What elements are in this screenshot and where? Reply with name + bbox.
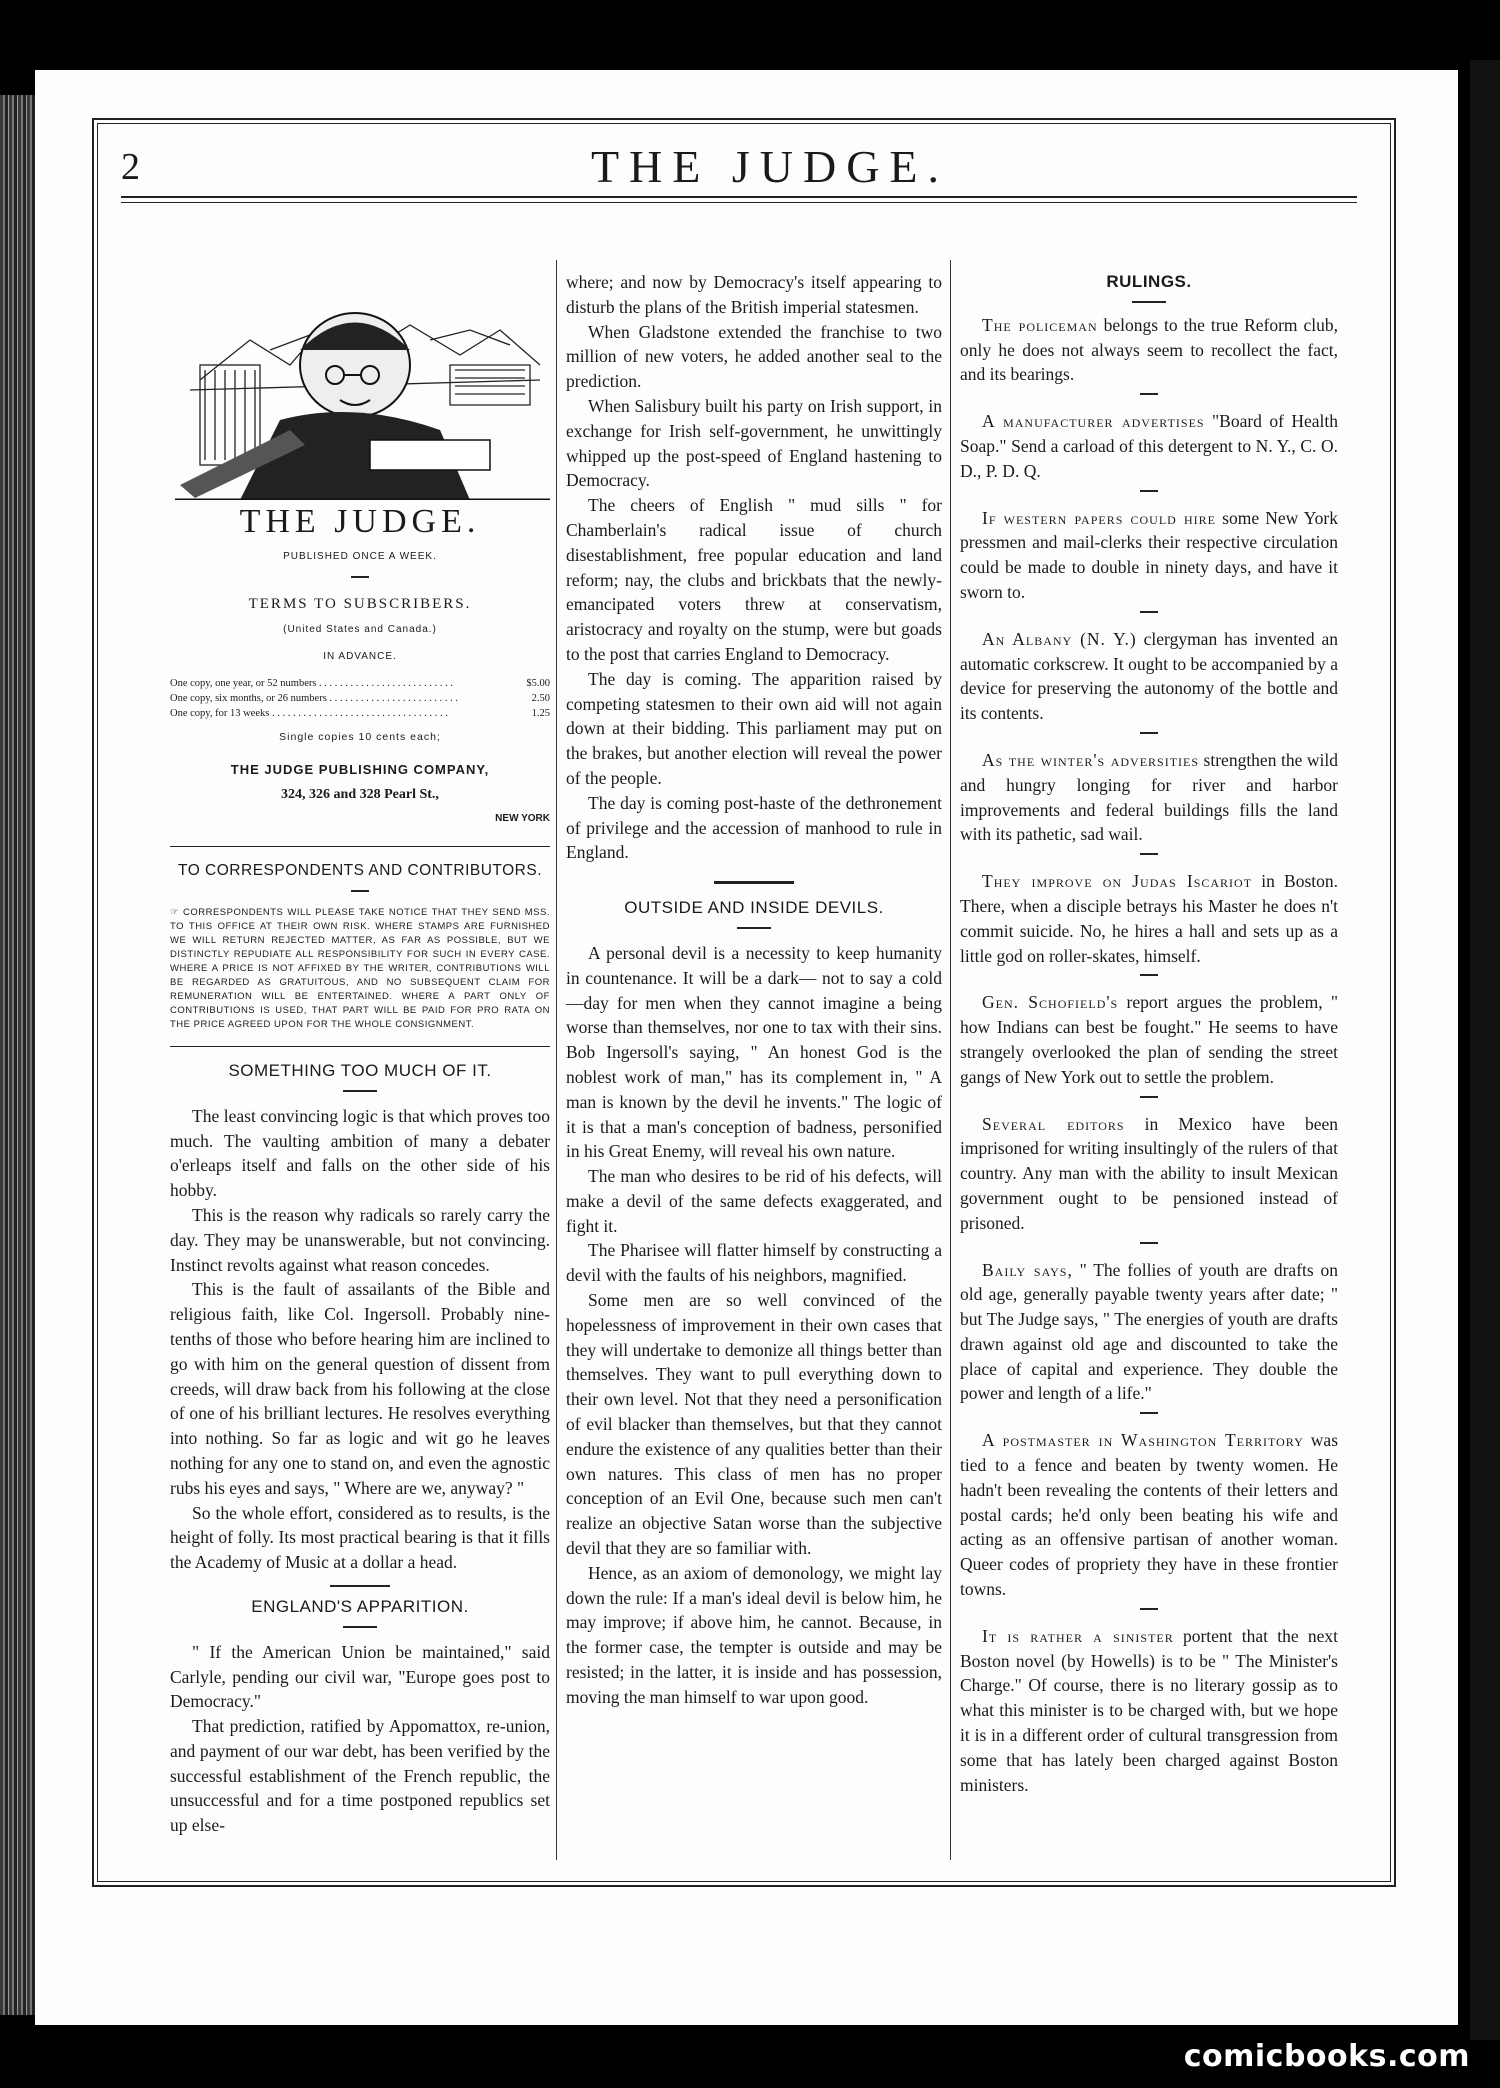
publisher-city: NEW YORK [495,813,550,825]
ruling-item [960,627,1338,726]
article-paragraph: This is the fault of assailants of the Bible and religious faith, like Col. Ingersoll. Probably nine-tenths of those who before hearing him are inclined to go with him on the general question of dissent from creeds, will draw back from his following at the close of one of his brilliant lectures. He resolves everything into nothing. So far as logic and wit go he leaves nothing for any one to stand on, and even the agnostic rubs his eyes and says, " Where are we, anyway? " [170,1279,550,1498]
terms-region: (United States and Canada.) [283,624,437,636]
ruling-item [960,1624,1338,1798]
ruling-lead: Several editors [982,1113,1125,1134]
divider [1140,1412,1158,1414]
article-paragraph: When Gladstone extended the franchise to two million of new voters, he added another seal to the prediction. [566,321,942,392]
divider [1140,853,1158,855]
article-paragraph: The Pharisee will flatter himself by constructing a devil with the faults of his neighbors, magnified. [566,1240,942,1286]
rate-label: One copy, for 13 weeks . . . . . . . . . . . . . . . . . . . . . . . . . . . . . . . . . . [170,707,448,719]
article-paragraph: When Salisbury built his party on Irish support, in exchange for Irish self-government, he unwittingly whipped up the post-speed of England hastening to Democracy. [566,395,942,491]
ruling-lead: The policeman [982,314,1098,335]
terms-advance: IN ADVANCE. [323,651,397,663]
ruling-lead: An Albany (N. Y.) [982,628,1137,649]
ruling-text: belongs to the true Reform club, only he does not always seem to recollect the fact, and its bearings. [960,314,1338,385]
article-paragraph: The day is coming post-haste of the dethronement of privilege and the accession of manhood to rule in England. [566,792,942,863]
divider [1140,732,1158,734]
divider [1140,974,1158,976]
article-paragraph: where; and now by Democracy's itself appearing to disturb the plans of the British imperial statesmen. [566,272,942,317]
rate-row [170,691,550,706]
divider [714,881,794,884]
ruling-lead: Gen. Schofield's [982,992,1119,1013]
published-note: PUBLISHED ONCE A WEEK. [283,550,437,562]
divider [343,1090,377,1092]
ruling-lead: It is rather a sinister [982,1625,1174,1646]
divider [1140,1608,1158,1610]
article-paragraph: The cheers of English " mud sills " for Chamberlain's radical issue of church disestablishment, free popular education and land reform; nay, the clubs and brickbats that the newly-emancipated voters threw at conservatism, aristocracy and royalty on the stump, were but goads to the post that carries England to Democracy. [566,495,942,664]
ruling-text: clergyman has invented an automatic corkscrew. It ought to be accompanied by a device for preserving the autonomy of the bottle and its contents. [960,628,1338,724]
article-paragraph: This is the reason why radicals so rarely carry the day. They may be unanswerable, but not convincing. Instinct revolts against what reason concedes. [170,1204,550,1275]
article-heading: ENGLAND'S APPARITION. [251,1596,469,1616]
article-heading: SOMETHING TOO MUCH OF IT. [228,1060,492,1080]
ruling-item [960,506,1338,605]
column-divider-2 [950,260,951,1860]
rate-label: One copy, one year, or 52 numbers . . . . . . . . . . . . . . . . . . . . . . . . . . [170,677,453,689]
watermark-text: comicbooks.com [1183,2039,1470,2074]
correspondents-heading: TO CORRESPONDENTS AND CONTRIBUTORS. [178,862,542,880]
single-copy-note: Single copies 10 cents each; [279,730,441,743]
ruling-lead: If western papers could hire [982,507,1216,528]
ruling-lead: Baily says, [982,1259,1073,1280]
rate-label: One copy, six months, or 26 numbers . . . . . . . . . . . . . . . . . . . . . . . . . [170,692,459,704]
ruling-text: was tied to a fence and beaten by twenty women. He hadn't been revealing the contents of their letters and postal cards; he'd only been beating his wife and acting as an offensive partisan of another woman. Queer codes of propriety they have in these frontier towns. [960,1430,1339,1600]
article-paragraph: The man who desires to be rid of his defects, will make a devil of the same defects exaggerated, and fight it. [566,1166,942,1236]
correspondents-notice: ☞ CORRESPONDENTS WILL PLEASE TAKE NOTICE THAT THEY SEND MSS. TO THIS OFFICE AT THEIR OWN RISK. WHERE STAMPS ARE FURNISHED WE WILL RETURN REJECTED MATTER, AS FAR AS POSSIBLE, BUT WE DISTINCTLY REPUDIATE ALL RESPONSIBILITY FOR SUCH IN EVERY CASE. WHERE A PRICE IS NOT AFFIXED BY THE WRITER, CONTRIBUTIONS WILL BE REGARDED AS GRATUITOUS, AND NO SUBSEQUENT CLAIM FOR REMUNERATION WILL BE ENTERTAINED. WHERE A PART ONLY OF CONTRIBUTIONS IS USED, THAT PART WILL BE PAID FOR PRO RATA ON THE PRICE AGREED UPON FOR THE WHOLE CONSIGNMENT. [170,906,550,1030]
section-rule [170,846,550,847]
header-rule [121,196,1357,198]
ruling-text: strengthen the wild and hungry longing for river and harbor improvements and federal buildings fills the land with its pathetic, sad wail. [960,749,1338,845]
divider [330,1585,390,1587]
divider [351,576,369,578]
rate-price: $5.00 [526,677,550,689]
ruling-text: report argues the problem, " how Indians can best be fought." He seems to have strangely overlooked the plan of sending the street gangs of New York out to settle the problem. [960,992,1339,1087]
rulings-heading: RULINGS. [1106,272,1192,291]
ruling-item [960,409,1338,483]
ruling-lead: A postmaster in Washington Territory [982,1430,1304,1451]
ruling-item [960,1258,1338,1407]
ruling-item [960,869,1338,968]
ruling-lead: They improve on Judas Iscariot [982,871,1253,892]
ruling-item [960,748,1338,847]
article-paragraph: The least convincing logic is that which proves too much. The vaulting ambition of many a debater o'erleaps itself and falls on the other side of his hobby. [170,1105,550,1201]
ruling-item [960,990,1338,1089]
publisher-address: 324, 326 and 328 Pearl St., [281,786,439,802]
column-divider-1 [556,260,557,1860]
ruling-text: " The follies of youth are drafts on old age, generally payable twenty years after date; " but The Judge says, " The energies of youth are drafts drawn against old age and discounted to take the place of capital and experience. They double the power and length of a life." [960,1259,1338,1404]
divider [343,1626,377,1628]
article-heading: OUTSIDE AND INSIDE DEVILS. [624,898,884,918]
ruling-text: "Board of Health Soap." Send a carload of this detergent to N. Y., C. O. D., P. D. Q. [960,411,1338,481]
masthead: THE JUDGE. [590,141,950,192]
masthead-secondary: THE JUDGE. [239,503,481,540]
judge-illustration [170,270,550,500]
article-paragraph: Hence, as an axiom of demonology, we might lay down the rule: If a man's ideal devil is below him, he may improve; if above him, he cannot. Because, in the former case, the tempter is outside and may be resisted; in the latter, it is inside and has possession, moving the man himself to war upon good. [566,1562,942,1707]
divider [1140,490,1158,492]
article-paragraph: Some men are so well convinced of the hopelessness of improvement in their own cases that they will undertake to demonize all things better than themselves. They want to pull everything down to their own level. Not that they need a personification of evil blacker than themselves, but that they cannot endure the existence of any qualities better than their own natures. This class of men has no proper conception of an Evil One, because such men can't realize an objective Satan worse than the subjective devil that they are so familiar with. [566,1290,942,1559]
divider [1132,301,1166,303]
ruling-lead: A manufacturer advertises [982,411,1205,432]
column-1 [170,270,550,1838]
divider [1140,611,1158,613]
terms-title: TERMS TO SUBSCRIBERS. [248,595,472,612]
page-number: 2 [121,146,140,188]
column-3 [960,270,1338,1797]
article-paragraph: So the whole effort, considered as to results, is the height of folly. Its most practical bearing is that it fills the Academy of Music at a dollar a head. [170,1502,550,1573]
section-rule [170,1046,550,1047]
ruling-text: some New York pressmen and mail-clerks their respective circulation could be made to double in ninety days, and have it sworn to. [960,507,1338,602]
article-paragraph: " If the American Union be maintained," said Carlyle, pending our civil war, "Europe goes post to Democracy." [170,1641,550,1712]
divider [1140,1242,1158,1244]
header-rule-thin [121,202,1357,203]
ruling-lead: As the winter's adversities [982,749,1200,770]
ruling-text: in Mexico have been imprisoned for writing insultingly of the rulers of that country. Any man with the ability to insult Mexican government ought to be pensioned instead of prisoned. [960,1113,1338,1233]
ruling-text: portent that the next Boston novel (by Howells) is to be " The Minister's Charge." Of course, there is no literary gossip as to what this minister is to be charged with, but we hope it is in a different order of cultural transgression from some that has lately been charged against Boston ministers. [960,1625,1338,1795]
article-paragraph: The day is coming. The apparition raised by competing statesmen to their own aid will not again down at their bidding. This parliament may put on the brakes, but another election will reveal the power of the people. [566,668,942,788]
ruling-item [960,1112,1338,1236]
divider [737,927,771,929]
ruling-item [960,313,1338,387]
page-edge [1470,60,1500,2040]
rate-row [170,676,550,691]
rate-price: 1.25 [531,707,550,719]
rate-row [170,706,550,721]
divider [351,890,369,892]
ruling-text: in Boston. There, when a disciple betrays his Master he does n't commit suicide. No, he hires a hall and sets up as a little god on roller-skates, himself. [960,871,1338,966]
ruling-item [960,1428,1338,1602]
book-binding [0,95,38,2015]
publisher-name: THE JUDGE PUBLISHING COMPANY, [230,761,490,777]
article-paragraph: That prediction, ratified by Appomattox, re-union, and payment of our war debt, has been verified by the successful establishment of the French republic, the unsuccessful and for a time postponed republics set up else- [170,1716,550,1836]
divider [1140,1096,1158,1098]
article-paragraph: A personal devil is a necessity to keep humanity in countenance. It will be a dark— not to say a cold—day for men when they cannot imagine a being worse than themselves, nor one to tax with their sins. Bob Ingersoll's saying, " An honest God is the noblest work of man," has its complement in, " A man is known by the devil he invents." The logic of it is that a man's conception of badness, personified in his Great Enemy, will reveal his own nature. [566,942,942,1162]
column-2 [566,270,942,1710]
divider [1140,393,1158,395]
judge-portrait-icon [170,270,550,500]
rate-price: 2.50 [531,692,550,704]
